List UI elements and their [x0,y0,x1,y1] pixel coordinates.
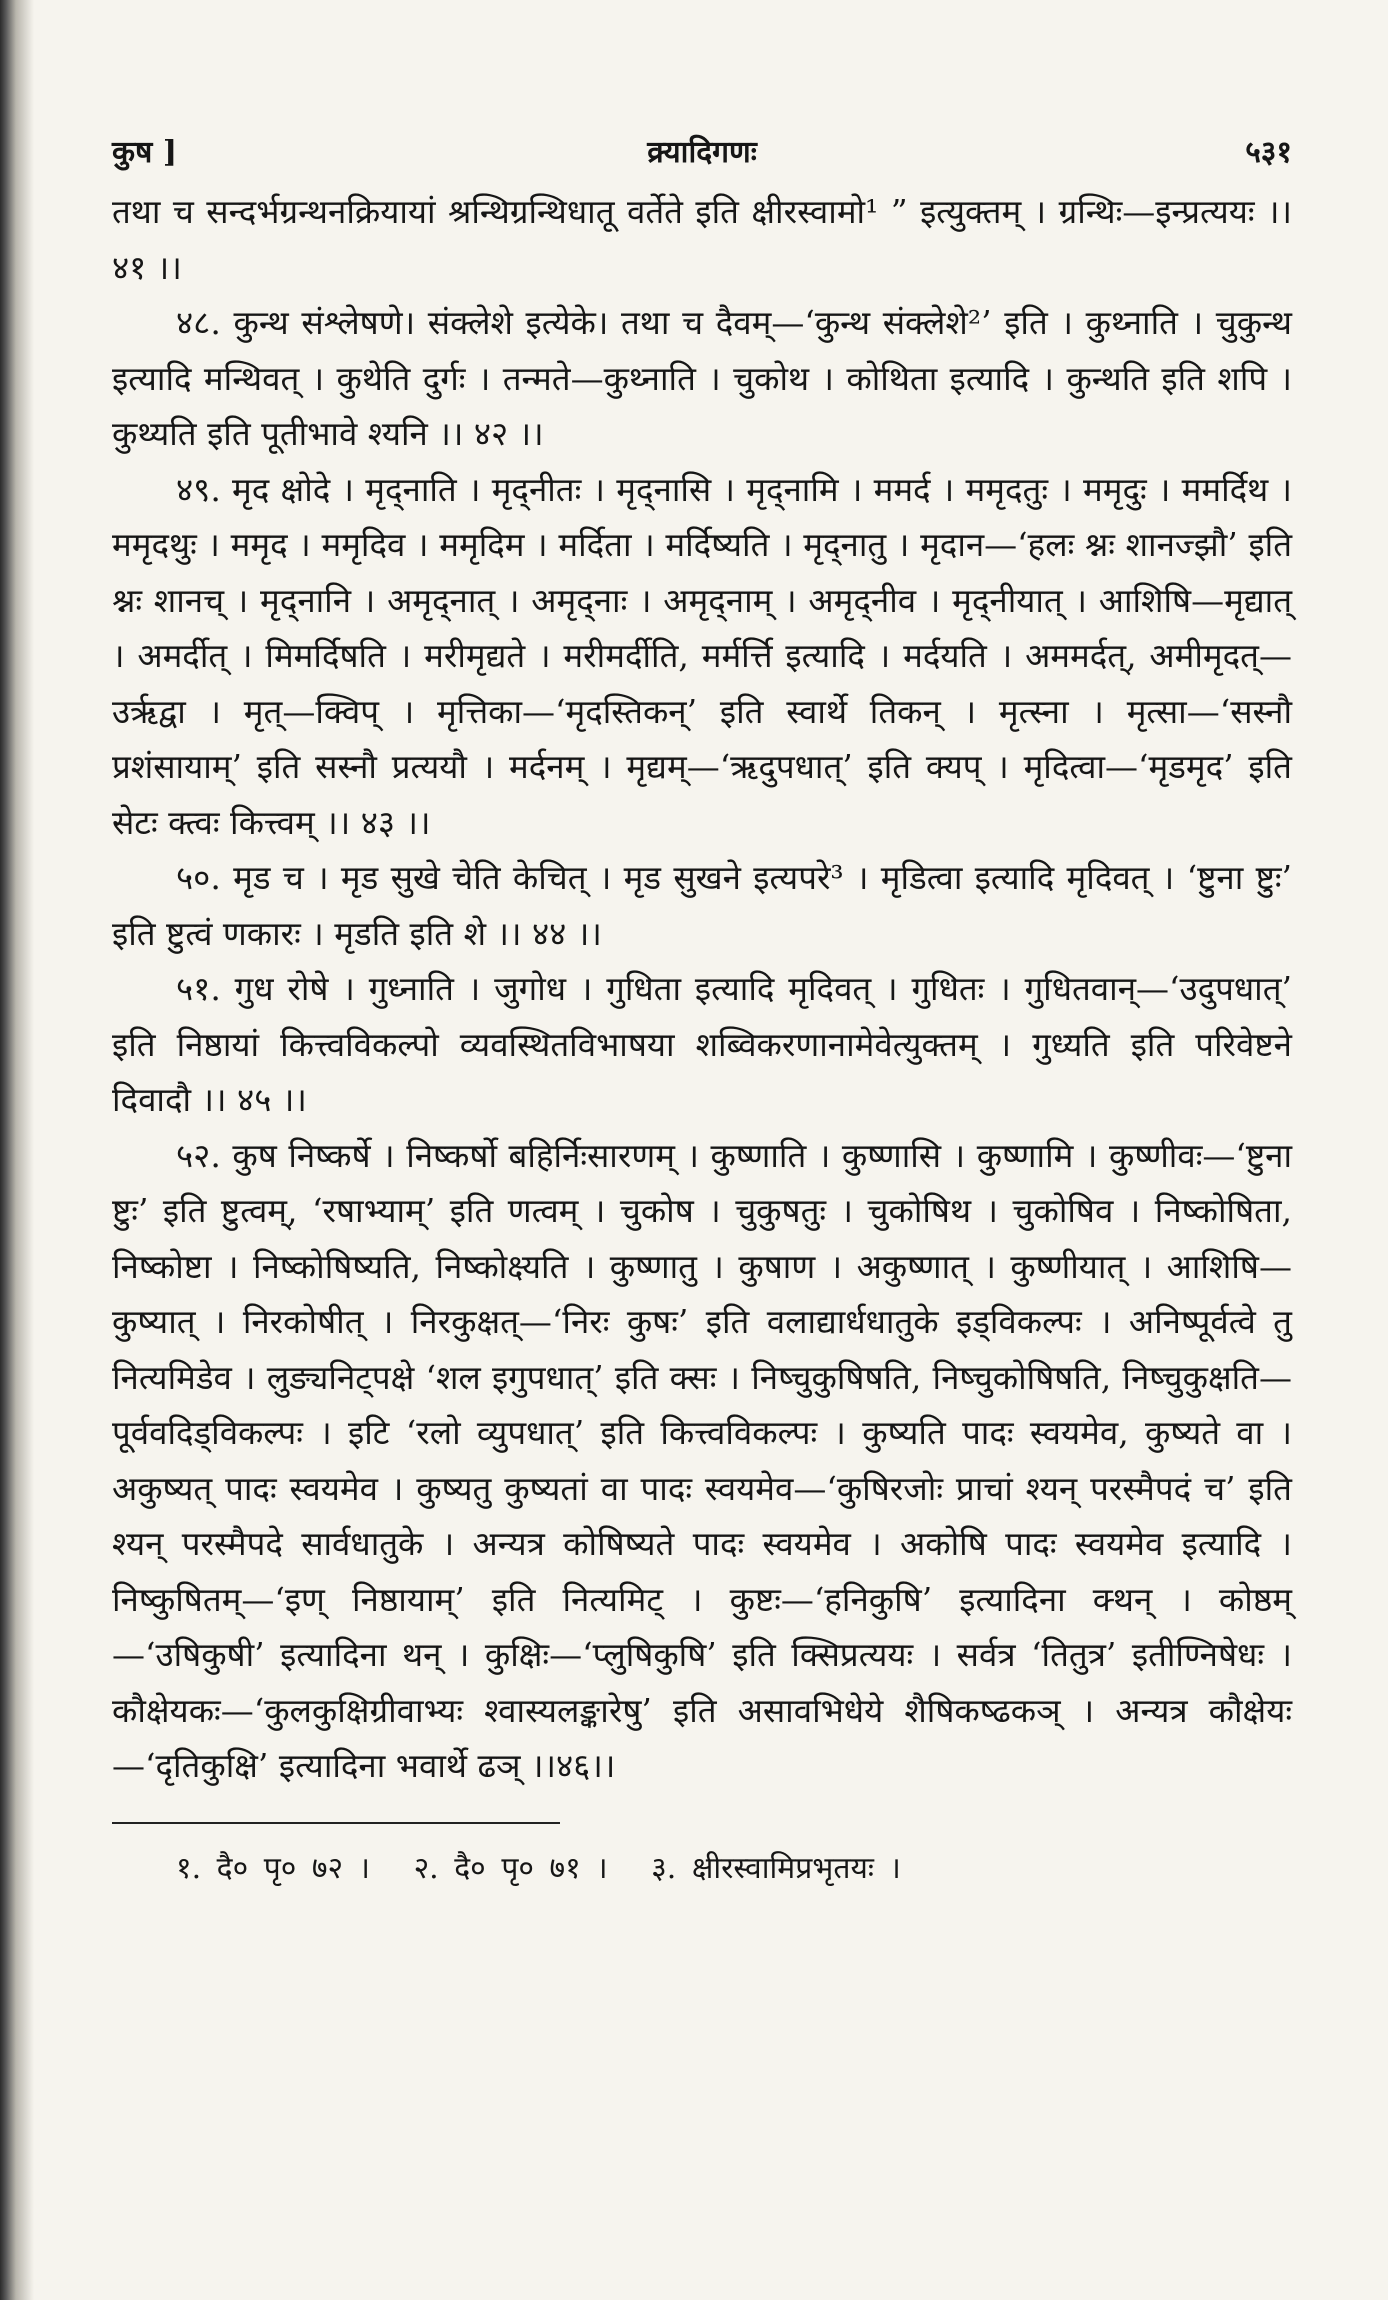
footnote: १. दै० पृ० ७२ । [176,1850,371,1886]
footnote: ३. क्षीरस्वामिप्रभृतयः । [651,1850,901,1886]
page-number: ५३१ [1245,135,1292,170]
paragraph: ४८. कुन्थ संश्लेषणे। संक्लेशे इत्येके। तथा च दैवम्—‘कुन्थ संक्लेशे²’ इति । कुथ्नाति । चुकुन्थ इत्यादि मन्थिवत् । कुथेति दुर्गः । तन्मते—कुथ्नाति । चुकोथ । कोथिता इत्यादि । कुन्थति इति शपि । कुथ्यति इति पूतीभावे श्यनि ।। ४२ ।। [112,303,1292,453]
header-title: क्र्यादिगणः [647,135,757,170]
paragraph: ५२. कुष निष्कर्षे । निष्कर्षो बहिर्निःसारणम् । कुष्णाति । कुष्णासि । कुष्णामि । कुष्णीवः—‘ष्टुना ष्टुः’ इति ष्टुत्वम्, ‘रषाभ्याम्’ इति णत्वम् । चुकोष । चुकुषतुः । चुकोषिथ । चुकोषिव । निष्कोषिता, निष्कोष्टा । निष्कोषिष्यति, निष्कोक्ष्यति । कुष्णातु । कुषाण । अकुष्णात् । कुष्णीयात् । आशिषि—कुष्यात् । निरकोषीत् । निरकुक्षत्—‘निरः कुषः’ इति वलाद्यार्धधातुके इड्विकल्पः । अनिष्पूर्वत्वे तु नित्यमिडेव । लुङ्यनिट्पक्षे ‘शल इगुपधात्’ इति क्सः । निष्चुकुषिषति, निष्चुकोषिषति, निष्चुकुक्षति—पूर्ववदिड्विकल्पः । इटि ‘रलो व्युपधात्’ इति कित्त्वविकल्पः । कुष्यति पादः स्वयमेव, कुष्यते वा । अकुष्यत् पादः स्वयमेव । कुष्यतु कुष्यतां वा पादः स्वयमेव—‘कुषिरजोः प्राचां श्यन् परस्मैपदं च’ इति श्यन् परस्मैपदे सार्वधातुके । अन्यत्र कोषिष्यते पादः स्वयमेव । अकोषि पादः स्वयमेव इत्यादि । निष्कुषितम्—‘इण् निष्ठायाम्’ इति नित्यमिट् । कुष्टः—‘हनिकुषि’ इत्यादिना क्थन् । कोष्ठम्—‘उषिकुषी’ इत्यादिना थन् । कुक्षिः—‘प्लुषिकुषि’ इति क्सिप्रत्ययः । सर्वत्र ‘तितुत्र’ इतीण्निषेधः । कौक्षेयकः—‘कुलकुक्षिग्रीवाभ्यः श्वास्यलङ्कारेषु’ इति असावभिधेये शैषिकष्ढकञ् । अन्यत्र कौक्षेयः—‘दृतिकुक्षि’ इत्यादिना भवार्थे ढञ् ।।४६।। [112,1135,1292,1785]
paragraph: तथा च सन्दर्भग्रन्थनक्रियायां श्रन्थिग्रन्थिधातू वर्तेते इति क्षीरस्वामो¹ ” इत्युक्तम् । ग्रन्थिः—इन्प्रत्ययः ।। ४१ ।। [112,192,1292,287]
book-page [112,120,1292,2230]
running-header [112,120,1292,184]
paragraph: ५०. मृड च । मृड सुखे चेति केचित् । मृड सुखने इत्यपरे³ । मृडित्वा इत्यादि मृदिवत् । ‘ष्टुना ष्टुः’ इति ष्टुत्वं णकारः । मृडति इति शे ।। ४४ ।। [112,858,1292,953]
page-binding-edge [0,0,34,2300]
paragraph: ४९. मृद क्षोदे । मृद्नाति । मृद्नीतः । मृद्नासि । मृद्नामि । ममर्द । ममृदतुः । ममृदुः । ममर्दिथ । ममृदथुः । ममृद । ममृदिव । ममृदिम । मर्दिता । मर्दिष्यति । मृद्नातु । मृदान—‘हलः श्नः शानज्झौ’ इति श्नः शानच् । मृद्नानि । अमृद्नात् । अमृद्नाः । अमृद्नाम् । अमृद्नीव । मृद्नीयात् । आशिषि—मृद्यात् । अमर्दीत् । मिमर्दिषति । मरीमृद्यते । मरीमर्दीति, मर्मर्त्ति इत्यादि । मर्दयति । अममर्दत्, अमीमृदत्—उर्ऋद्वा । मृत्—क्विप् । मृत्तिका—‘मृदस्तिकन्’ इति स्वार्थे तिकन् । मृत्स्ना । मृत्सा—‘सस्नौ प्रशंसायाम्’ इति सस्नौ प्रत्ययौ । मर्दनम् । मृद्यम्—‘ऋदुपधात्’ इति क्यप् । मृदित्वा—‘मृडमृद’ इति सेटः क्त्वः कित्त्वम् ।। ४३ ।। [112,469,1292,842]
paragraph: ५१. गुध रोषे । गुध्नाति । जुगोध । गुधिता इत्यादि मृदिवत् । गुधितः । गुधितवान्—‘उदुपधात्’ इति निष्ठायां कित्त्वविकल्पो व्यवस्थितविभाषया शब्विकरणानामेवेत्युक्तम् । गुध्यति इति परिवेष्टने दिवादौ ।। ४५ ।। [112,969,1292,1119]
footnotes [112,1846,1292,1887]
footnote: २. दै० पृ० ७१ । [413,1850,608,1886]
footnote-divider [112,1822,560,1824]
header-left: कुष ] [112,135,178,170]
main-text [112,184,1292,1794]
